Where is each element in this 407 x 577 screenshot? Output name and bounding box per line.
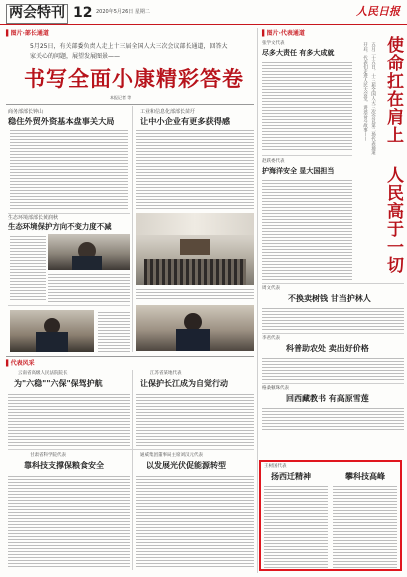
page-number: 12 <box>73 5 93 21</box>
column-divider <box>257 28 258 573</box>
r5-kicker: 格桑顿珠代表 <box>262 386 289 391</box>
r5-body <box>262 408 404 430</box>
r-divider-4 <box>262 383 404 384</box>
photo-row-rule <box>6 356 254 357</box>
r6-headline-1: 扬西迁精神 <box>271 472 311 481</box>
jiangsu-headline: 让保护长江成为自觉行动 <box>140 379 228 388</box>
masthead <box>0 0 407 26</box>
tech-headline: 靠科技支撑保粮食安全 <box>24 461 104 470</box>
r6-body-right <box>333 486 397 568</box>
photo-press-hall <box>136 213 254 285</box>
r4-kicker: 李君代表 <box>262 336 280 341</box>
tech-body <box>8 476 130 568</box>
miit-kicker: 工业和信息化部部长苗圩 <box>140 109 196 115</box>
court-kicker: 云南省高级人民法院院长 <box>18 371 68 376</box>
miit-body <box>136 130 254 210</box>
main-headline: 书写全面小康精彩答卷 <box>24 67 244 91</box>
newspaper-logo: 人民日报 <box>356 5 400 18</box>
court-headline: 为"六稳""六保"保驾护航 <box>14 379 103 388</box>
r-divider-1 <box>262 155 352 156</box>
r5-headline: 回西藏教书 有高原雪莲 <box>286 394 369 403</box>
r-divider-3 <box>262 333 404 334</box>
photo-caption-1 <box>136 289 254 301</box>
caption-left <box>98 312 130 352</box>
r3-headline: 不换卖树钱 甘当护林人 <box>288 294 371 303</box>
left-section-tag: ▌图片·部长通道 <box>6 30 49 37</box>
r-divider-2 <box>262 283 404 284</box>
r4-headline: 科普助农处 卖出好价格 <box>286 344 369 353</box>
tongwei-kicker: 通威集团董事局主席刘汉元代表 <box>140 453 203 458</box>
vertical-sub-1: 五月二十五日，十三届全国人大三次会议第二场代表通道 <box>370 42 376 155</box>
r2-headline: 护海洋安全 显大国担当 <box>262 167 335 175</box>
r2-kicker: 赵跃委代表 <box>262 159 285 164</box>
vertical-title-1: 使命扛在肩上 <box>383 36 403 144</box>
eco-body-left <box>10 236 46 302</box>
divider-2 <box>8 305 130 306</box>
r2-body <box>262 180 352 280</box>
r6-kicker: 王树国代表 <box>264 464 287 469</box>
eco-body-right <box>48 274 130 302</box>
delegates-tag: ▌代表风采 <box>6 360 35 367</box>
r1-headline: 尽多大责任 有多大成就 <box>262 49 335 57</box>
inner-divider-v2 <box>132 370 133 570</box>
divider-1 <box>8 213 130 214</box>
byline: 本报记者 等 <box>110 95 132 100</box>
r3-body <box>262 308 404 330</box>
tongwei-body <box>136 476 254 568</box>
r3-kicker: 周文代表 <box>262 286 280 291</box>
tongwei-headline: 以发展光伏促能源转型 <box>146 461 226 470</box>
r6-headline-2: 攀科技高峰 <box>345 472 385 481</box>
r4-body <box>262 358 404 380</box>
jiangsu-kicker: 江苏省某地代表 <box>150 371 182 376</box>
vertical-title-2: 人民高于一切 <box>383 166 403 274</box>
photo-eco-minister <box>48 234 130 270</box>
highlight-box <box>259 460 402 571</box>
r1-kicker: 张学文代表 <box>262 41 285 46</box>
divider-3 <box>8 449 254 450</box>
section-name: 两会特刊 <box>9 5 65 21</box>
eco-headline: 生态环境保护方向不变力度不减 <box>8 222 112 231</box>
commerce-body <box>10 130 128 210</box>
commerce-headline: 稳住外贸外资基本盘事关大局 <box>8 116 115 126</box>
intro-text: 5月25日，有关部委负责人走上十三届全国人大三次会议部长通道，回答大家关心的问题，展望发展图景—— <box>30 43 228 60</box>
eco-kicker: 生态环境部部长黄润秋 <box>8 215 59 221</box>
right-section-tag: ▌图片·代表通道 <box>262 30 305 37</box>
miit-headline: 让中小企业有更多获得感 <box>140 116 231 126</box>
r1-body <box>262 62 352 152</box>
jiangsu-body <box>136 394 254 446</box>
issue-date: 2020年5月26日 星期二 <box>96 9 150 15</box>
masthead-rule <box>0 24 407 25</box>
vertical-sub-2: 开启，代表们走进人民大会堂，讲述奋斗故事—— <box>362 42 368 141</box>
headline-rule <box>6 104 254 105</box>
tech-kicker: 甘肃省科学院代表 <box>30 453 66 458</box>
inner-divider-v <box>132 106 133 352</box>
photo-minister-1 <box>10 310 94 352</box>
court-body <box>8 394 130 446</box>
vertical-title-block <box>356 36 404 336</box>
commerce-kicker: 商务部部长钟山 <box>8 109 44 115</box>
r6-body-left <box>264 486 328 568</box>
photo-minister-2 <box>136 305 254 351</box>
